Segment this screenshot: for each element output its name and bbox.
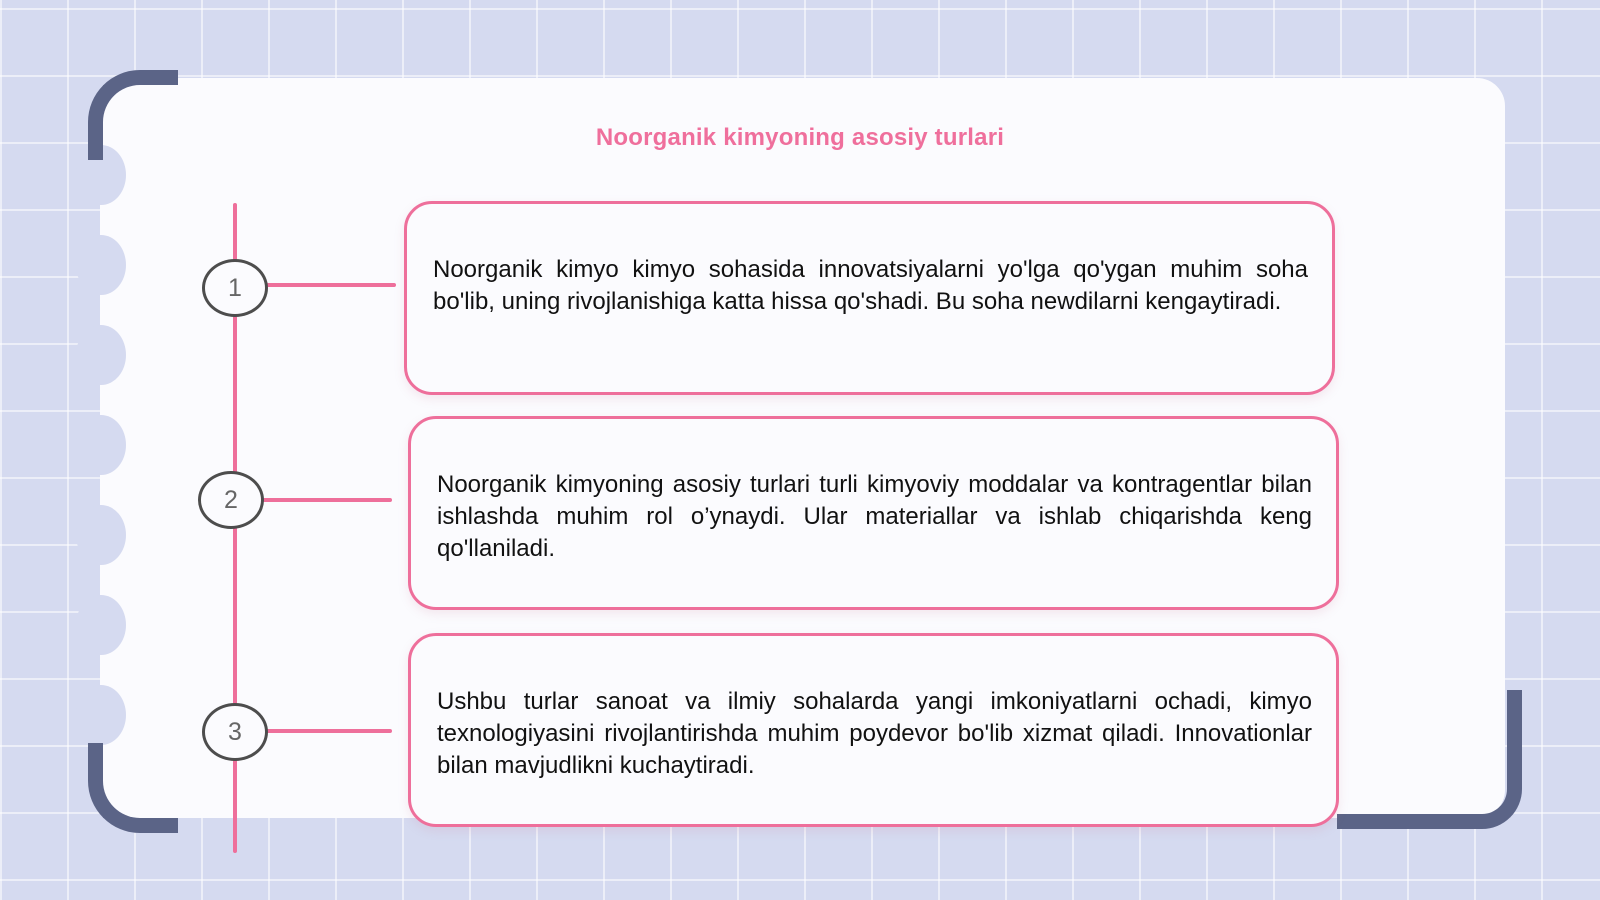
- binder-notch: [76, 415, 126, 475]
- corner-bracket-bottom-right: [1337, 690, 1522, 829]
- step-number-2: 2: [198, 471, 264, 529]
- connector-line-1: [266, 283, 396, 287]
- binder-notch: [76, 595, 126, 655]
- step-text-3: Ushbu turlar sanoat va ilmiy sohalarda yangi imkoniyatlarni ochadi, kimyo texnologiyasini rivojlantirishda muhim poydevor bo'lib xizmat qiladi. Innovationlar bilan mavjudlikni kuchaytiradi.: [437, 688, 1312, 779]
- connector-line-2: [262, 498, 392, 502]
- step-box-1: [404, 201, 1335, 395]
- step-box-3: [408, 633, 1339, 827]
- step-number-3: 3: [202, 703, 268, 761]
- binder-notch: [76, 685, 126, 745]
- step-text-1: Noorganik kimyo kimyo sohasida innovatsiyalarni yo'lga qo'ygan muhim soha bo'lib, uning rivojlanishiga katta hissa qo'shadi. Bu soha newdilarni kengaytiradi.: [433, 256, 1308, 315]
- binder-notch: [76, 325, 126, 385]
- step-box-2: [408, 416, 1339, 610]
- connector-line-3: [266, 729, 392, 733]
- binder-notch: [76, 235, 126, 295]
- step-number-1: 1: [202, 259, 268, 317]
- binder-notch: [76, 505, 126, 565]
- corner-bracket-bottom-left: [88, 743, 178, 833]
- step-text-2: Noorganik kimyoning asosiy turlari turli kimyoviy moddalar va kontragentlar bilan ishlashda muhim rol o’ynaydi. Ular materiallar va ishlab chiqarishda keng qo'llaniladi.: [437, 471, 1312, 562]
- slide-title: Noorganik kimyoning asosiy turlari: [595, 124, 1005, 151]
